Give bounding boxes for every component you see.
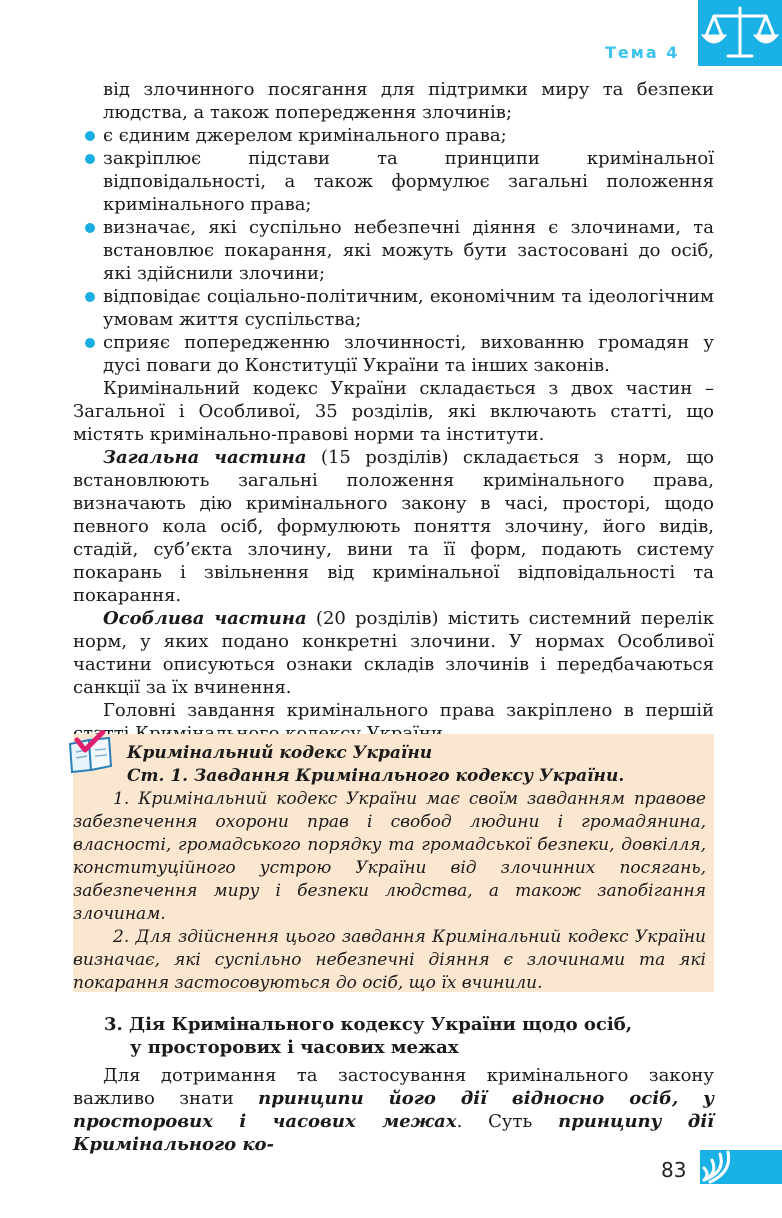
bullet-dot-icon — [85, 338, 95, 348]
section-heading-line2: у просторових і часових межах — [130, 1037, 459, 1058]
list-item — [73, 124, 714, 147]
section-heading-line1: 3. Дія Кримінального кодексу України щодо осіб, — [104, 1014, 632, 1035]
bullet-dot-icon — [85, 223, 95, 233]
structure-paragraph: Кримінальний кодекс України складається з двох частин – Загальної і Особливої, 35 розділів, які включають статті, що містять кримінально-правові норми та інститути. — [73, 378, 714, 445]
legal-article: Ст. 1. Завдання Кримінального кодексу України. — [127, 766, 625, 786]
list-item — [73, 285, 714, 331]
legal-text — [73, 742, 706, 995]
list-item-text: сприяє попередженню злочинності, вихованню громадян у дусі поваги до Конституції України та інших законів. — [103, 332, 714, 376]
tasks-paragraph: Головні завдання кримінального права закріплено в першій — [103, 700, 714, 721]
legal-item-2: 2. Для здійснення цього завдання Кримінальний кодекс України визначає, які суспільно небезпечні діяння є злочинами та які покарання застосовуються до осіб, що їх вчинили. — [73, 927, 706, 993]
general-part-term: Загальна частина — [103, 447, 307, 468]
section-paragraph — [73, 1064, 714, 1156]
section-text-mid: . Суть — [456, 1111, 559, 1132]
bullet-dot-icon — [85, 131, 95, 141]
list-item-text: визначає, які суспільно небезпечні діяння є злочинами, та встановлює покарання, які можуть бути застосовані до осіб, які здійснили злочини; — [103, 217, 714, 284]
continuation-paragraph: від злочинного посягання для підтримки миру та безпеки людства, а також попередження злочинів; — [103, 79, 714, 123]
scales-icon — [698, 0, 782, 66]
page-number: 83 — [661, 1158, 687, 1182]
topic-label: Тема 4 — [605, 43, 680, 62]
section-text-start: Для дотримання та застосування кримінального закону важливо знати — [73, 1065, 714, 1109]
special-part-text: (20 розділів) містить системний перелік норм, у яких подано конкретні злочини. У нормах Особливої частини описуються ознаки складів злочинів і передбачаються санкції за їх вчинення. — [73, 608, 714, 698]
section-text — [73, 1064, 714, 1156]
section-emphasis-1: принципи його дії відносно осіб, у просторових і часових межах — [73, 1088, 714, 1132]
main-text — [73, 78, 714, 745]
legal-item-1: 1. Кримінальний кодекс України має своїм завданням правове забезпечення охорони прав і свобод людини і громадянина, власності, громадського порядку та громадської безпеки, довкілля, конституційного устрою України від злочинних посягань, забезпечення миру і безпеки людства, а також запобігання злочинам. — [73, 789, 706, 924]
book-checkmark-icon — [67, 730, 115, 774]
general-part-text: (15 розділів) складається з норм, що встановлюють загальні положення кримінального права, визначають дію кримінального закону в часі, просторі, щодо певного кола осіб, формулюють поняття злочину, його видів, стадій, суб’єкта злочину, вини та її форм, подають систему покарань і звільнення від кримінальної відповідальності та покарання. — [73, 447, 714, 606]
legal-title: Кримінальний кодекс України — [127, 743, 433, 763]
special-part-term: Особлива частина — [103, 608, 307, 629]
section-emphasis-2: принципу дії Кримінального ко- — [73, 1111, 714, 1155]
signal-waves-icon — [700, 1150, 782, 1184]
bullet-dot-icon — [85, 292, 95, 302]
header-tab — [698, 0, 782, 66]
list-item — [73, 216, 714, 285]
bullet-dot-icon — [85, 154, 95, 164]
special-part-paragraph — [73, 607, 714, 699]
general-part-paragraph — [73, 446, 714, 607]
list-item — [73, 331, 714, 377]
list-item-text: є єдиним джерелом кримінального права; — [103, 125, 507, 146]
list-item — [73, 147, 714, 216]
legal-excerpt-box — [73, 734, 714, 992]
list-item-text: відповідає соціально-політичним, економічним та ідеологічним умовам життя суспільства; — [103, 286, 714, 330]
footer-tab — [700, 1150, 782, 1184]
list-item-text: закріплює підстави та принципи кримінальної відповідальності, а також формулює загальні положення кримінального права; — [103, 148, 714, 215]
section-heading — [104, 1013, 704, 1059]
